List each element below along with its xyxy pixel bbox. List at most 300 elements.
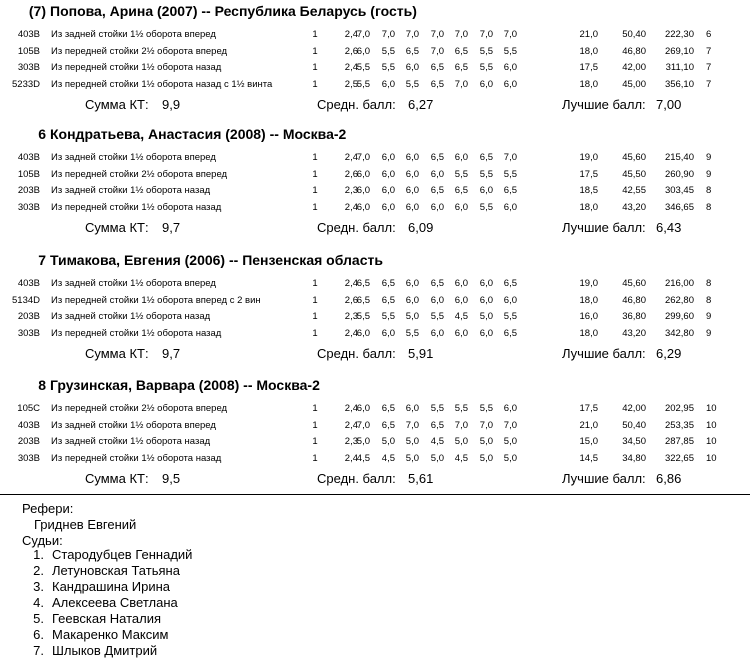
dive-position: 1 — [312, 453, 318, 464]
dive-position: 1 — [312, 436, 318, 447]
judge-number: 6. — [33, 627, 44, 642]
judge-score: 5,5 — [479, 202, 493, 213]
raw-score: 17,5 — [579, 169, 598, 180]
difficulty: 2,6 — [344, 46, 358, 57]
judge-score: 6,0 — [479, 79, 493, 90]
judge-score: 5,0 — [356, 436, 370, 447]
running-total: 222,30 — [664, 29, 694, 40]
dive-points: 43,20 — [622, 202, 646, 213]
judge-score: 5,5 — [503, 46, 517, 57]
judge-name: Геевская Наталия — [52, 611, 162, 626]
judge-score: 6,0 — [381, 152, 395, 163]
dive-position: 1 — [312, 46, 318, 57]
judge-number: 3. — [33, 579, 44, 594]
sum-value: 9,7 — [162, 346, 181, 361]
judge-score: 7,0 — [479, 420, 493, 431]
judge-score: 6,5 — [503, 278, 517, 289]
judge-score: 5,5 — [405, 328, 419, 339]
difficulty: 2,4 — [344, 453, 358, 464]
dive-description: Из задней стойки 1½ оборота назад — [51, 185, 211, 196]
athlete-place: 8 — [38, 377, 46, 393]
judge-score: 7,0 — [405, 29, 419, 40]
judge-score: 7,0 — [430, 29, 444, 40]
raw-score: 18,0 — [579, 202, 598, 213]
dive-description: Из задней стойки 1½ оборота вперед — [51, 420, 216, 431]
judge-score: 4,5 — [356, 453, 370, 464]
dive-code: 105B — [17, 169, 40, 180]
dive-points: 45,60 — [622, 278, 646, 289]
dive-points: 46,80 — [622, 295, 646, 306]
judge-name: Макаренко Максим — [52, 627, 169, 642]
judges-heading: Судьи: — [22, 533, 63, 548]
dive-code: 403B — [17, 29, 40, 40]
dive-row — [0, 295, 750, 311]
difficulty: 2,4 — [344, 152, 358, 163]
dive-row — [0, 202, 750, 218]
current-rank: 8 — [706, 202, 712, 213]
judge-score: 5,5 — [356, 62, 370, 73]
dive-row — [0, 79, 750, 95]
judge-score: 7,0 — [356, 152, 370, 163]
dive-row — [0, 403, 750, 419]
dive-row — [0, 311, 750, 327]
avg-value: 5,61 — [408, 471, 434, 486]
dive-position: 1 — [312, 29, 318, 40]
dive-code: 303B — [17, 202, 40, 213]
judge-score: 6,0 — [430, 202, 444, 213]
running-total: 311,10 — [665, 62, 694, 73]
judge-score: 6,0 — [430, 169, 444, 180]
judge-score: 6,0 — [356, 202, 370, 213]
referee-name: Гриднев Евгений — [34, 517, 137, 532]
running-total: 303,45 — [664, 185, 694, 196]
dive-position: 1 — [312, 152, 318, 163]
difficulty: 2,4 — [344, 202, 358, 213]
sum-value: 9,7 — [162, 220, 181, 235]
judge-score: 6,0 — [356, 328, 370, 339]
running-total: 356,10 — [664, 79, 694, 90]
judge-score: 5,0 — [381, 436, 395, 447]
dive-position: 1 — [312, 403, 318, 414]
judge-score: 6,0 — [356, 169, 370, 180]
dive-points: 42,00 — [622, 62, 646, 73]
dive-points: 46,80 — [622, 46, 646, 57]
dive-row — [0, 169, 750, 185]
dive-position: 1 — [312, 202, 318, 213]
raw-score: 17,5 — [579, 62, 598, 73]
dive-points: 45,00 — [622, 79, 646, 90]
dive-description: Из передней стойки 1½ оборота назад — [51, 62, 222, 73]
raw-score: 18,0 — [579, 79, 598, 90]
dive-code: 403B — [17, 278, 40, 289]
best-value: 6,43 — [656, 220, 682, 235]
dive-description: Из передней стойки 1½ оборота вперед с 2 вин — [51, 295, 261, 306]
dive-points: 34,50 — [622, 436, 646, 447]
athlete-summary — [0, 220, 750, 238]
sum-label: Сумма КТ: — [85, 97, 149, 112]
dive-points: 36,80 — [622, 311, 646, 322]
raw-score: 19,0 — [579, 152, 598, 163]
judge-score: 6,5 — [479, 152, 493, 163]
sum-label: Сумма КТ: — [85, 220, 149, 235]
running-total: 216,00 — [664, 278, 694, 289]
judge-score: 7,0 — [503, 420, 517, 431]
dive-row — [0, 436, 750, 452]
difficulty: 2,5 — [344, 79, 358, 90]
judge-score: 5,5 — [479, 169, 493, 180]
best-value: 6,29 — [656, 346, 682, 361]
judge-score: 7,0 — [405, 420, 419, 431]
dive-description: Из задней стойки 1½ оборота вперед — [51, 278, 216, 289]
judge-score: 5,5 — [381, 46, 395, 57]
judge-score: 6,5 — [381, 295, 395, 306]
running-total: 262,80 — [664, 295, 694, 306]
athlete-place: 7 — [38, 252, 46, 268]
judge-score: 5,0 — [479, 436, 493, 447]
dive-points: 42,00 — [622, 403, 646, 414]
judge-score: 6,5 — [503, 185, 517, 196]
raw-score: 17,5 — [579, 403, 598, 414]
judge-score: 5,0 — [405, 311, 419, 322]
dive-points: 45,60 — [622, 152, 646, 163]
running-total: 215,40 — [664, 152, 694, 163]
judge-score: 6,0 — [503, 295, 517, 306]
avg-label: Средн. балл: — [317, 346, 396, 361]
dive-position: 1 — [312, 169, 318, 180]
running-total: 346,65 — [664, 202, 694, 213]
judge-score: 6,0 — [454, 328, 468, 339]
dive-position: 1 — [312, 420, 318, 431]
dive-row — [0, 46, 750, 62]
current-rank: 10 — [706, 436, 717, 447]
judge-score: 6,5 — [430, 79, 444, 90]
section-divider — [0, 494, 750, 495]
dive-code: 303B — [17, 453, 40, 464]
current-rank: 7 — [706, 46, 712, 57]
judge-score: 6,5 — [503, 328, 517, 339]
judge-score: 7,0 — [356, 420, 370, 431]
judge-score: 5,5 — [479, 46, 493, 57]
judge-score: 6,0 — [405, 169, 419, 180]
dive-description: Из задней стойки 1½ оборота вперед — [51, 152, 216, 163]
judge-score: 6,5 — [454, 185, 468, 196]
dive-code: 105B — [17, 46, 40, 57]
athlete-place: 6 — [38, 126, 46, 142]
judge-number: 2. — [33, 563, 44, 578]
running-total: 260,90 — [664, 169, 694, 180]
sum-label: Сумма КТ: — [85, 471, 149, 486]
dive-row — [0, 420, 750, 436]
athlete-name: Попова, Арина (2007) -- Республика Беларусь (гость) — [50, 3, 417, 19]
athlete-summary — [0, 346, 750, 364]
judge-score: 5,5 — [381, 311, 395, 322]
judge-score: 6,0 — [356, 46, 370, 57]
judge-score: 6,0 — [503, 202, 517, 213]
dive-description: Из задней стойки 1½ оборота назад — [51, 311, 211, 322]
difficulty: 2,3 — [344, 185, 358, 196]
sum-value: 9,5 — [162, 471, 181, 486]
judge-score: 5,5 — [405, 79, 419, 90]
dive-row — [0, 185, 750, 201]
dive-description: Из передней стойки 2½ оборота вперед — [51, 46, 228, 57]
best-label: Лучшие балл: — [562, 220, 646, 235]
judge-number: 1. — [33, 547, 44, 562]
judge-score: 5,0 — [430, 453, 444, 464]
judge-name: Алексеева Светлана — [52, 595, 178, 610]
running-total: 299,60 — [664, 311, 694, 322]
judge-score: 6,5 — [430, 152, 444, 163]
judge-score: 7,0 — [381, 29, 395, 40]
avg-value: 5,91 — [408, 346, 434, 361]
difficulty: 2,6 — [344, 295, 358, 306]
judge-score: 7,0 — [454, 420, 468, 431]
dive-points: 43,20 — [622, 328, 646, 339]
judge-score: 5,5 — [454, 169, 468, 180]
judge-score: 6,0 — [405, 278, 419, 289]
judge-name: Кандрашина Ирина — [52, 579, 170, 594]
dive-code: 203B — [17, 311, 40, 322]
judge-score: 7,0 — [479, 29, 493, 40]
judge-score: 7,0 — [454, 29, 468, 40]
current-rank: 6 — [706, 29, 712, 40]
judge-score: 6,0 — [405, 152, 419, 163]
judge-score: 7,0 — [430, 46, 444, 57]
judge-score: 6,0 — [454, 295, 468, 306]
athlete-summary — [0, 97, 750, 115]
judge-score: 6,0 — [430, 328, 444, 339]
judge-score: 5,5 — [479, 403, 493, 414]
avg-label: Средн. балл: — [317, 97, 396, 112]
running-total: 202,95 — [664, 403, 694, 414]
judge-score: 5,0 — [454, 436, 468, 447]
judge-score: 6,0 — [405, 185, 419, 196]
referee-heading: Рефери: — [22, 501, 74, 516]
raw-score: 18,0 — [579, 295, 598, 306]
judge-score: 6,0 — [356, 403, 370, 414]
current-rank: 8 — [706, 185, 712, 196]
sum-value: 9,9 — [162, 97, 181, 112]
judge-score: 6,5 — [381, 403, 395, 414]
dive-position: 1 — [312, 328, 318, 339]
dive-description: Из передней стойки 1½ оборота назад — [51, 202, 222, 213]
dive-description: Из задней стойки 1½ оборота вперед — [51, 29, 216, 40]
dive-points: 50,40 — [622, 29, 646, 40]
judge-score: 5,5 — [503, 311, 517, 322]
difficulty: 2,3 — [344, 436, 358, 447]
dive-code: 203B — [17, 185, 40, 196]
dive-code: 105C — [17, 403, 40, 414]
judge-score: 4,5 — [454, 453, 468, 464]
judge-score: 5,0 — [503, 436, 517, 447]
dive-points: 45,50 — [622, 169, 646, 180]
dive-code: 203B — [17, 436, 40, 447]
difficulty: 2,4 — [344, 278, 358, 289]
judge-score: 7,0 — [454, 79, 468, 90]
athlete-summary — [0, 471, 750, 489]
athlete-place: (7) — [28, 3, 46, 19]
dive-description: Из передней стойки 1½ оборота назад — [51, 453, 222, 464]
judge-score: 6,0 — [479, 328, 493, 339]
avg-value: 6,09 — [408, 220, 434, 235]
judge-name: Летуновская Татьяна — [52, 563, 180, 578]
current-rank: 9 — [706, 328, 712, 339]
judge-score: 5,5 — [479, 62, 493, 73]
dive-code: 403B — [17, 152, 40, 163]
athlete-name: Грузинская, Варвара (2008) -- Москва-2 — [50, 377, 320, 393]
judge-score: 6,0 — [503, 79, 517, 90]
raw-score: 19,0 — [579, 278, 598, 289]
judge-score: 5,5 — [430, 311, 444, 322]
judge-score: 5,5 — [381, 62, 395, 73]
current-rank: 9 — [706, 169, 712, 180]
judge-score: 4,5 — [430, 436, 444, 447]
judge-score: 6,5 — [356, 278, 370, 289]
best-label: Лучшие балл: — [562, 97, 646, 112]
judge-score: 6,5 — [405, 46, 419, 57]
dive-row — [0, 278, 750, 294]
judge-score: 5,5 — [503, 169, 517, 180]
judge-score: 6,0 — [381, 328, 395, 339]
judge-number: 7. — [33, 643, 44, 658]
difficulty: 2,4 — [344, 403, 358, 414]
judge-score: 7,0 — [503, 152, 517, 163]
judge-score: 6,0 — [479, 185, 493, 196]
athlete-name: Тимакова, Евгения (2006) -- Пензенская область — [50, 252, 383, 268]
dive-code: 303B — [17, 62, 40, 73]
judge-score: 6,5 — [430, 62, 444, 73]
current-rank: 10 — [706, 420, 717, 431]
running-total: 342,80 — [664, 328, 694, 339]
judge-score: 5,5 — [454, 403, 468, 414]
judge-score: 4,5 — [454, 311, 468, 322]
dive-row — [0, 29, 750, 45]
judge-score: 6,0 — [454, 202, 468, 213]
best-value: 7,00 — [656, 97, 682, 112]
judge-score: 7,0 — [503, 29, 517, 40]
judge-number: 5. — [33, 611, 44, 626]
running-total: 322,65 — [664, 453, 694, 464]
current-rank: 7 — [706, 62, 712, 73]
dive-position: 1 — [312, 62, 318, 73]
judge-score: 6,0 — [479, 278, 493, 289]
judge-score: 6,5 — [430, 185, 444, 196]
difficulty: 2,4 — [344, 328, 358, 339]
dive-position: 1 — [312, 79, 318, 90]
judge-score: 6,5 — [454, 62, 468, 73]
difficulty: 2,4 — [344, 62, 358, 73]
judge-score: 6,5 — [381, 278, 395, 289]
judge-score: 6,0 — [381, 202, 395, 213]
difficulty: 2,3 — [344, 311, 358, 322]
avg-value: 6,27 — [408, 97, 434, 112]
athlete-name: Кондратьева, Анастасия (2008) -- Москва-2 — [50, 126, 347, 142]
judge-score: 5,0 — [479, 453, 493, 464]
judge-score: 6,0 — [356, 185, 370, 196]
running-total: 269,10 — [664, 46, 694, 57]
judge-name: Шлыков Дмитрий — [52, 643, 158, 658]
best-value: 6,86 — [656, 471, 682, 486]
current-rank: 10 — [706, 453, 717, 464]
raw-score: 18,0 — [579, 46, 598, 57]
judge-score: 6,0 — [381, 79, 395, 90]
dive-code: 5233D — [12, 79, 40, 90]
dive-row — [0, 453, 750, 469]
judge-score: 5,5 — [356, 311, 370, 322]
judge-score: 6,0 — [430, 295, 444, 306]
raw-score: 18,0 — [579, 328, 598, 339]
dive-description: Из передней стойки 1½ оборота назад с 1½ винта — [51, 79, 273, 90]
current-rank: 7 — [706, 79, 712, 90]
judge-score: 5,5 — [356, 79, 370, 90]
judge-score: 6,5 — [454, 46, 468, 57]
judge-name: Стародубцев Геннадий — [52, 547, 193, 562]
judge-score: 6,5 — [430, 420, 444, 431]
dive-position: 1 — [312, 278, 318, 289]
raw-score: 14,5 — [579, 453, 598, 464]
avg-label: Средн. балл: — [317, 220, 396, 235]
judge-score: 5,0 — [405, 453, 419, 464]
best-label: Лучшие балл: — [562, 471, 646, 486]
dive-description: Из задней стойки 1½ оборота назад — [51, 436, 211, 447]
dive-description: Из передней стойки 2½ оборота вперед — [51, 403, 228, 414]
judge-score: 5,0 — [405, 436, 419, 447]
dive-points: 34,80 — [622, 453, 646, 464]
judge-score: 6,5 — [356, 295, 370, 306]
difficulty: 2,4 — [344, 29, 358, 40]
dive-position: 1 — [312, 185, 318, 196]
judge-score: 6,0 — [479, 295, 493, 306]
dive-points: 50,40 — [622, 420, 646, 431]
dive-points: 42,55 — [622, 185, 646, 196]
judge-score: 5,5 — [430, 403, 444, 414]
judge-number: 4. — [33, 595, 44, 610]
judge-score: 6,0 — [381, 185, 395, 196]
running-total: 287,85 — [664, 436, 694, 447]
current-rank: 9 — [706, 152, 712, 163]
running-total: 253,35 — [664, 420, 694, 431]
dive-description: Из передней стойки 1½ оборота назад — [51, 328, 222, 339]
judge-score: 6,0 — [503, 62, 517, 73]
judge-score: 7,0 — [356, 29, 370, 40]
dive-description: Из передней стойки 2½ оборота вперед — [51, 169, 228, 180]
judge-score: 6,5 — [430, 278, 444, 289]
dive-position: 1 — [312, 295, 318, 306]
sum-label: Сумма КТ: — [85, 346, 149, 361]
judge-score: 6,0 — [405, 202, 419, 213]
dive-code: 303B — [17, 328, 40, 339]
dive-row — [0, 62, 750, 78]
current-rank: 10 — [706, 403, 717, 414]
current-rank: 8 — [706, 295, 712, 306]
current-rank: 9 — [706, 311, 712, 322]
difficulty: 2,6 — [344, 169, 358, 180]
best-label: Лучшие балл: — [562, 346, 646, 361]
judge-score: 5,0 — [503, 453, 517, 464]
judge-score: 6,0 — [454, 152, 468, 163]
dive-position: 1 — [312, 311, 318, 322]
judge-score: 4,5 — [381, 453, 395, 464]
judge-score: 6,0 — [503, 403, 517, 414]
difficulty: 2,4 — [344, 420, 358, 431]
dive-code: 403B — [17, 420, 40, 431]
raw-score: 18,5 — [579, 185, 598, 196]
dive-code: 5134D — [12, 295, 40, 306]
raw-score: 15,0 — [579, 436, 598, 447]
raw-score: 16,0 — [579, 311, 598, 322]
judge-score: 6,0 — [381, 169, 395, 180]
avg-label: Средн. балл: — [317, 471, 396, 486]
judge-score: 6,5 — [381, 420, 395, 431]
